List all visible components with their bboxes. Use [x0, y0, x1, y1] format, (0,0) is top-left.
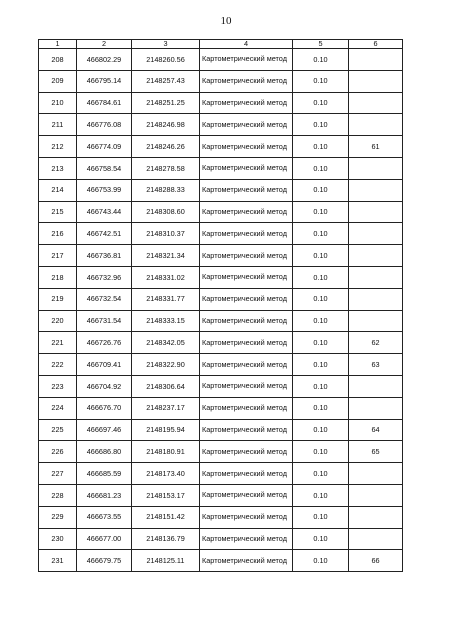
cell-x-coordinate: 466726.76 — [77, 332, 132, 354]
cell-x-coordinate: 466709.41 — [77, 354, 132, 376]
cell-reference — [349, 179, 403, 201]
page-number: 10 — [220, 15, 232, 27]
table-row — [39, 70, 403, 92]
cell-reference: 64 — [349, 419, 403, 441]
cell-y-coordinate: 2148306.64 — [132, 375, 200, 397]
cell-method: Картометрический метод — [200, 397, 293, 419]
cell-reference — [349, 223, 403, 245]
cell-accuracy: 0.10 — [293, 528, 349, 550]
cell-y-coordinate: 2148278.58 — [132, 157, 200, 179]
cell-point-number: 211 — [39, 114, 77, 136]
cell-accuracy: 0.10 — [293, 484, 349, 506]
cell-accuracy: 0.10 — [293, 179, 349, 201]
cell-point-number: 226 — [39, 441, 77, 463]
cell-y-coordinate: 2148136.79 — [132, 528, 200, 550]
cell-x-coordinate: 466732.96 — [77, 266, 132, 288]
cell-accuracy: 0.10 — [293, 332, 349, 354]
cell-method: Картометрический метод — [200, 441, 293, 463]
cell-point-number: 227 — [39, 463, 77, 485]
cell-point-number: 214 — [39, 179, 77, 201]
cell-y-coordinate: 2148322.90 — [132, 354, 200, 376]
cell-method: Картометрический метод — [200, 49, 293, 71]
cell-y-coordinate: 2148288.33 — [132, 179, 200, 201]
cell-point-number: 213 — [39, 157, 77, 179]
table-row — [39, 375, 403, 397]
cell-method: Картометрический метод — [200, 419, 293, 441]
cell-method: Картометрический метод — [200, 332, 293, 354]
cell-x-coordinate: 466731.54 — [77, 310, 132, 332]
cell-point-number: 208 — [39, 49, 77, 71]
cell-point-number: 215 — [39, 201, 77, 223]
table-row — [39, 463, 403, 485]
cell-method: Картометрический метод — [200, 550, 293, 572]
cell-x-coordinate: 466686.80 — [77, 441, 132, 463]
cell-method: Картометрический метод — [200, 157, 293, 179]
cell-reference — [349, 506, 403, 528]
cell-x-coordinate: 466677.00 — [77, 528, 132, 550]
cell-y-coordinate: 2148246.26 — [132, 136, 200, 158]
cell-y-coordinate: 2148321.34 — [132, 245, 200, 267]
cell-reference — [349, 463, 403, 485]
cell-reference — [349, 266, 403, 288]
cell-point-number: 231 — [39, 550, 77, 572]
cell-x-coordinate: 466743.44 — [77, 201, 132, 223]
cell-x-coordinate: 466758.54 — [77, 157, 132, 179]
table-row — [39, 201, 403, 223]
cell-point-number: 230 — [39, 528, 77, 550]
cell-x-coordinate: 466676.70 — [77, 397, 132, 419]
table-row — [39, 397, 403, 419]
cell-point-number: 217 — [39, 245, 77, 267]
cell-y-coordinate: 2148237.17 — [132, 397, 200, 419]
cell-x-coordinate: 466685.59 — [77, 463, 132, 485]
cell-method: Картометрический метод — [200, 506, 293, 528]
column-header-3: 3 — [132, 40, 200, 49]
cell-method: Картометрический метод — [200, 528, 293, 550]
cell-y-coordinate: 2148125.11 — [132, 550, 200, 572]
cell-accuracy: 0.10 — [293, 441, 349, 463]
cell-accuracy: 0.10 — [293, 506, 349, 528]
cell-x-coordinate: 466784.61 — [77, 92, 132, 114]
cell-accuracy: 0.10 — [293, 550, 349, 572]
cell-x-coordinate: 466776.08 — [77, 114, 132, 136]
cell-x-coordinate: 466736.81 — [77, 245, 132, 267]
cell-x-coordinate: 466704.92 — [77, 375, 132, 397]
cell-x-coordinate: 466681.23 — [77, 484, 132, 506]
cell-reference — [349, 70, 403, 92]
cell-y-coordinate: 2148260.56 — [132, 49, 200, 71]
cell-reference — [349, 288, 403, 310]
cell-y-coordinate: 2148331.77 — [132, 288, 200, 310]
table-row — [39, 266, 403, 288]
table-row — [39, 354, 403, 376]
cell-x-coordinate: 466732.54 — [77, 288, 132, 310]
cell-accuracy: 0.10 — [293, 310, 349, 332]
table-row — [39, 223, 403, 245]
cell-point-number: 212 — [39, 136, 77, 158]
column-header-5: 5 — [293, 40, 349, 49]
cell-reference: 61 — [349, 136, 403, 158]
cell-method: Картометрический метод — [200, 179, 293, 201]
cell-accuracy: 0.10 — [293, 223, 349, 245]
cell-point-number: 219 — [39, 288, 77, 310]
cell-reference — [349, 157, 403, 179]
cell-method: Картометрический метод — [200, 245, 293, 267]
table-row — [39, 92, 403, 114]
column-header-1: 1 — [39, 40, 77, 49]
cell-x-coordinate: 466673.55 — [77, 506, 132, 528]
cell-point-number: 210 — [39, 92, 77, 114]
cell-accuracy: 0.10 — [293, 70, 349, 92]
cell-method: Картометрический метод — [200, 354, 293, 376]
cell-method: Картометрический метод — [200, 310, 293, 332]
cell-point-number: 220 — [39, 310, 77, 332]
cell-x-coordinate: 466753.99 — [77, 179, 132, 201]
table-row — [39, 419, 403, 441]
cell-method: Картометрический метод — [200, 266, 293, 288]
cell-reference — [349, 201, 403, 223]
table-row — [39, 245, 403, 267]
cell-method: Картометрический метод — [200, 463, 293, 485]
header-row — [39, 40, 403, 49]
cell-accuracy: 0.10 — [293, 157, 349, 179]
cell-method: Картометрический метод — [200, 136, 293, 158]
column-header-6: 6 — [349, 40, 403, 49]
cell-point-number: 225 — [39, 419, 77, 441]
cell-reference — [349, 484, 403, 506]
cell-x-coordinate: 466774.09 — [77, 136, 132, 158]
cell-accuracy: 0.10 — [293, 397, 349, 419]
table-row — [39, 157, 403, 179]
cell-point-number: 228 — [39, 484, 77, 506]
cell-accuracy: 0.10 — [293, 245, 349, 267]
cell-y-coordinate: 2148331.02 — [132, 266, 200, 288]
cell-reference — [349, 528, 403, 550]
table-row — [39, 310, 403, 332]
cell-accuracy: 0.10 — [293, 201, 349, 223]
cell-point-number: 216 — [39, 223, 77, 245]
table-row — [39, 506, 403, 528]
coordinates-table — [38, 39, 403, 572]
cell-reference: 66 — [349, 550, 403, 572]
cell-method: Картометрический метод — [200, 484, 293, 506]
cell-point-number: 222 — [39, 354, 77, 376]
table-row — [39, 528, 403, 550]
cell-accuracy: 0.10 — [293, 136, 349, 158]
cell-y-coordinate: 2148246.98 — [132, 114, 200, 136]
column-header-4: 4 — [200, 40, 293, 49]
cell-y-coordinate: 2148180.91 — [132, 441, 200, 463]
cell-method: Картометрический метод — [200, 70, 293, 92]
cell-reference — [349, 310, 403, 332]
table-body — [39, 49, 403, 572]
cell-accuracy: 0.10 — [293, 419, 349, 441]
cell-y-coordinate: 2148333.15 — [132, 310, 200, 332]
cell-point-number: 218 — [39, 266, 77, 288]
cell-accuracy: 0.10 — [293, 92, 349, 114]
cell-x-coordinate: 466697.46 — [77, 419, 132, 441]
table-row — [39, 484, 403, 506]
cell-y-coordinate: 2148151.42 — [132, 506, 200, 528]
cell-method: Картометрический метод — [200, 114, 293, 136]
cell-reference: 62 — [349, 332, 403, 354]
cell-reference — [349, 397, 403, 419]
cell-point-number: 221 — [39, 332, 77, 354]
table-row — [39, 49, 403, 71]
cell-point-number: 224 — [39, 397, 77, 419]
cell-y-coordinate: 2148251.25 — [132, 92, 200, 114]
cell-x-coordinate: 466795.14 — [77, 70, 132, 92]
table-row — [39, 179, 403, 201]
cell-reference — [349, 49, 403, 71]
cell-method: Картометрический метод — [200, 223, 293, 245]
cell-x-coordinate: 466742.51 — [77, 223, 132, 245]
cell-method: Картометрический метод — [200, 288, 293, 310]
cell-accuracy: 0.10 — [293, 463, 349, 485]
cell-y-coordinate: 2148153.17 — [132, 484, 200, 506]
cell-y-coordinate: 2148310.37 — [132, 223, 200, 245]
cell-y-coordinate: 2148308.60 — [132, 201, 200, 223]
cell-x-coordinate: 466679.75 — [77, 550, 132, 572]
table-row — [39, 550, 403, 572]
cell-method: Картометрический метод — [200, 375, 293, 397]
cell-reference — [349, 92, 403, 114]
table-row — [39, 441, 403, 463]
cell-x-coordinate: 466802.29 — [77, 49, 132, 71]
column-header-2: 2 — [77, 40, 132, 49]
cell-reference: 65 — [349, 441, 403, 463]
table-row — [39, 114, 403, 136]
cell-point-number: 229 — [39, 506, 77, 528]
cell-accuracy: 0.10 — [293, 288, 349, 310]
cell-reference: 63 — [349, 354, 403, 376]
cell-reference — [349, 245, 403, 267]
cell-y-coordinate: 2148342.05 — [132, 332, 200, 354]
cell-method: Картометрический метод — [200, 92, 293, 114]
table-row — [39, 332, 403, 354]
cell-y-coordinate: 2148173.40 — [132, 463, 200, 485]
cell-accuracy: 0.10 — [293, 354, 349, 376]
cell-point-number: 223 — [39, 375, 77, 397]
cell-y-coordinate: 2148195.94 — [132, 419, 200, 441]
table-row — [39, 288, 403, 310]
cell-accuracy: 0.10 — [293, 375, 349, 397]
cell-y-coordinate: 2148257.43 — [132, 70, 200, 92]
table-row — [39, 136, 403, 158]
cell-reference — [349, 375, 403, 397]
cell-method: Картометрический метод — [200, 201, 293, 223]
cell-accuracy: 0.10 — [293, 49, 349, 71]
cell-reference — [349, 114, 403, 136]
cell-accuracy: 0.10 — [293, 266, 349, 288]
cell-point-number: 209 — [39, 70, 77, 92]
cell-accuracy: 0.10 — [293, 114, 349, 136]
